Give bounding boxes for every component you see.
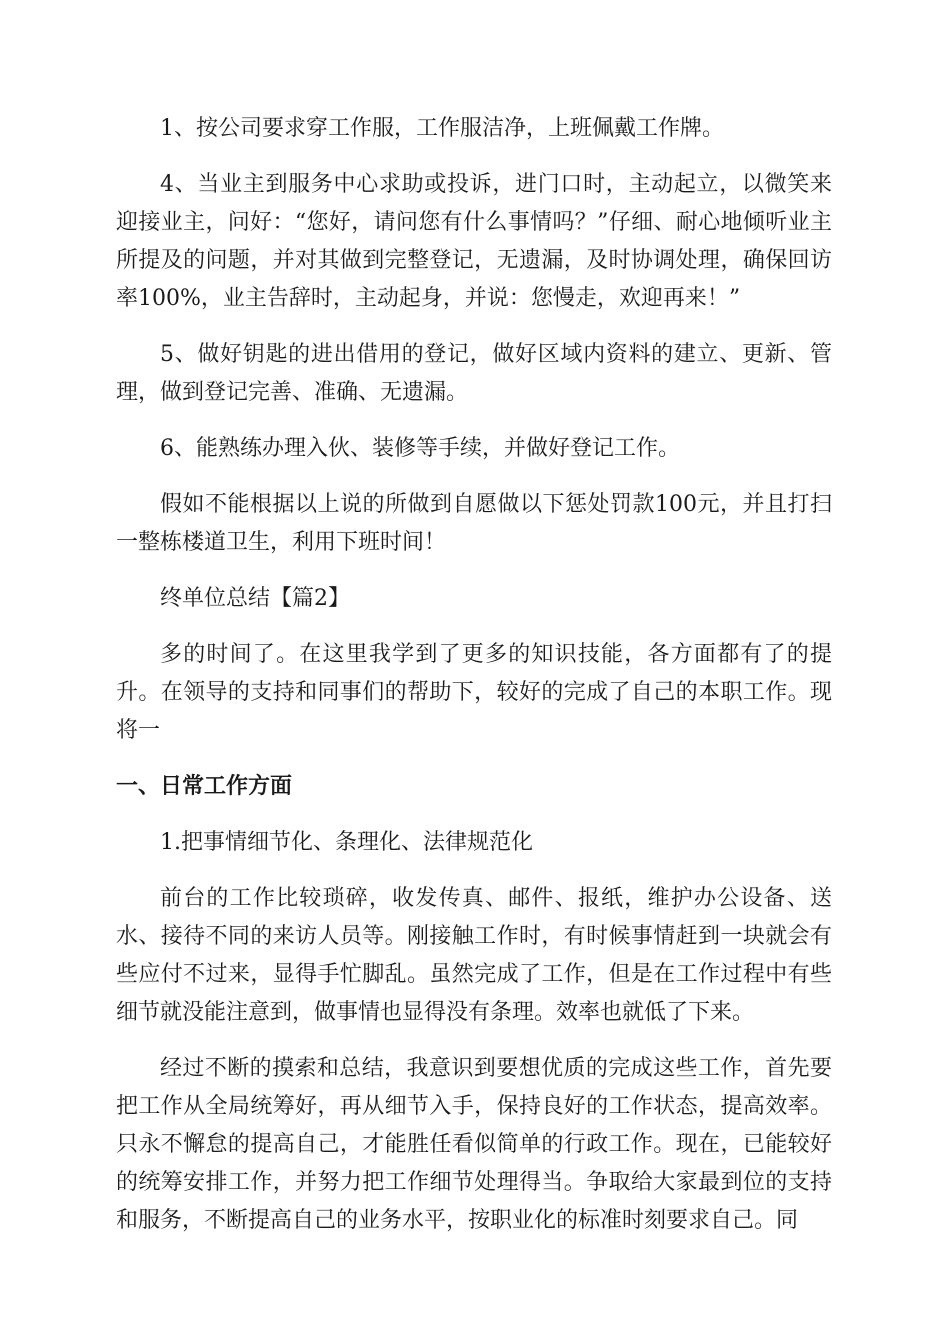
paragraph-penalty: 假如不能根据以上说的所做到自愿做以下惩处罚款100元，并且打扫一整栋楼道卫生，利用下班时间！ <box>116 492 832 555</box>
paragraph-reception: 4、当业主到服务中心求助或投诉，进门口时，主动起立，以微笑来迎接业主，问好：“您好，请问您有什么事情吗？”仔细、耐心地倾听业主所提及的问题，并对其做到完整登记，无遗漏，及时协调处理，确保回访率100%，业主告辞时，主动起身，并说：您慢走，欢迎再来！” <box>116 172 832 311</box>
paragraph-keys: 5、做好钥匙的进出借用的登记，做好区域内资料的建立、更新、管理，做到登记完善、准确、无遗漏。 <box>116 342 832 405</box>
body-paragraph: 经过不断的摸索和总结，我意识到要想优质的完成这些工作，首先要把工作从全局统筹好，再从细节入手，保持良好的工作状态，提高效率。只永不懈怠的提高自己，才能胜任看似简单的行政工作。现在，已能较好的统筹安排工作，并努力把工作细节处理得当。争取给大家最到位的支持和服务，不断提高自己的业务水平，按职业化的标准时刻要求自己。同 <box>116 1056 832 1233</box>
section-heading: 一、日常工作方面 <box>116 774 293 799</box>
document-page <box>116 110 832 1258</box>
body-paragraph: 前台的工作比较琐碎，收发传真、邮件、报纸，维护办公设备、送水、接待不同的来访人员等。刚接触工作时，有时候事情赶到一块就会有些应付不过来，显得手忙脚乱。虽然完成了工作，但是在工作过程中有些细节就没能注意到，做事情也显得没有条理。效率也就低了下来。 <box>116 886 832 1025</box>
paragraph-section-title: 终单位总结【篇2】 <box>160 586 350 611</box>
paragraph-dress-code: 1、按公司要求穿工作服，工作服洁净，上班佩戴工作牌。 <box>160 116 724 141</box>
subheading: 1.把事情细节化、条理化、法律规范化 <box>160 830 533 855</box>
paragraph-intro: 多的时间了。在这里我学到了更多的知识技能，各方面都有了的提升。在领导的支持和同事们的帮助下，较好的完成了自己的本职工作。现将一 <box>116 642 832 743</box>
paragraph-procedures: 6、能熟练办理入伙、装修等手续，并做好登记工作。 <box>160 436 680 461</box>
